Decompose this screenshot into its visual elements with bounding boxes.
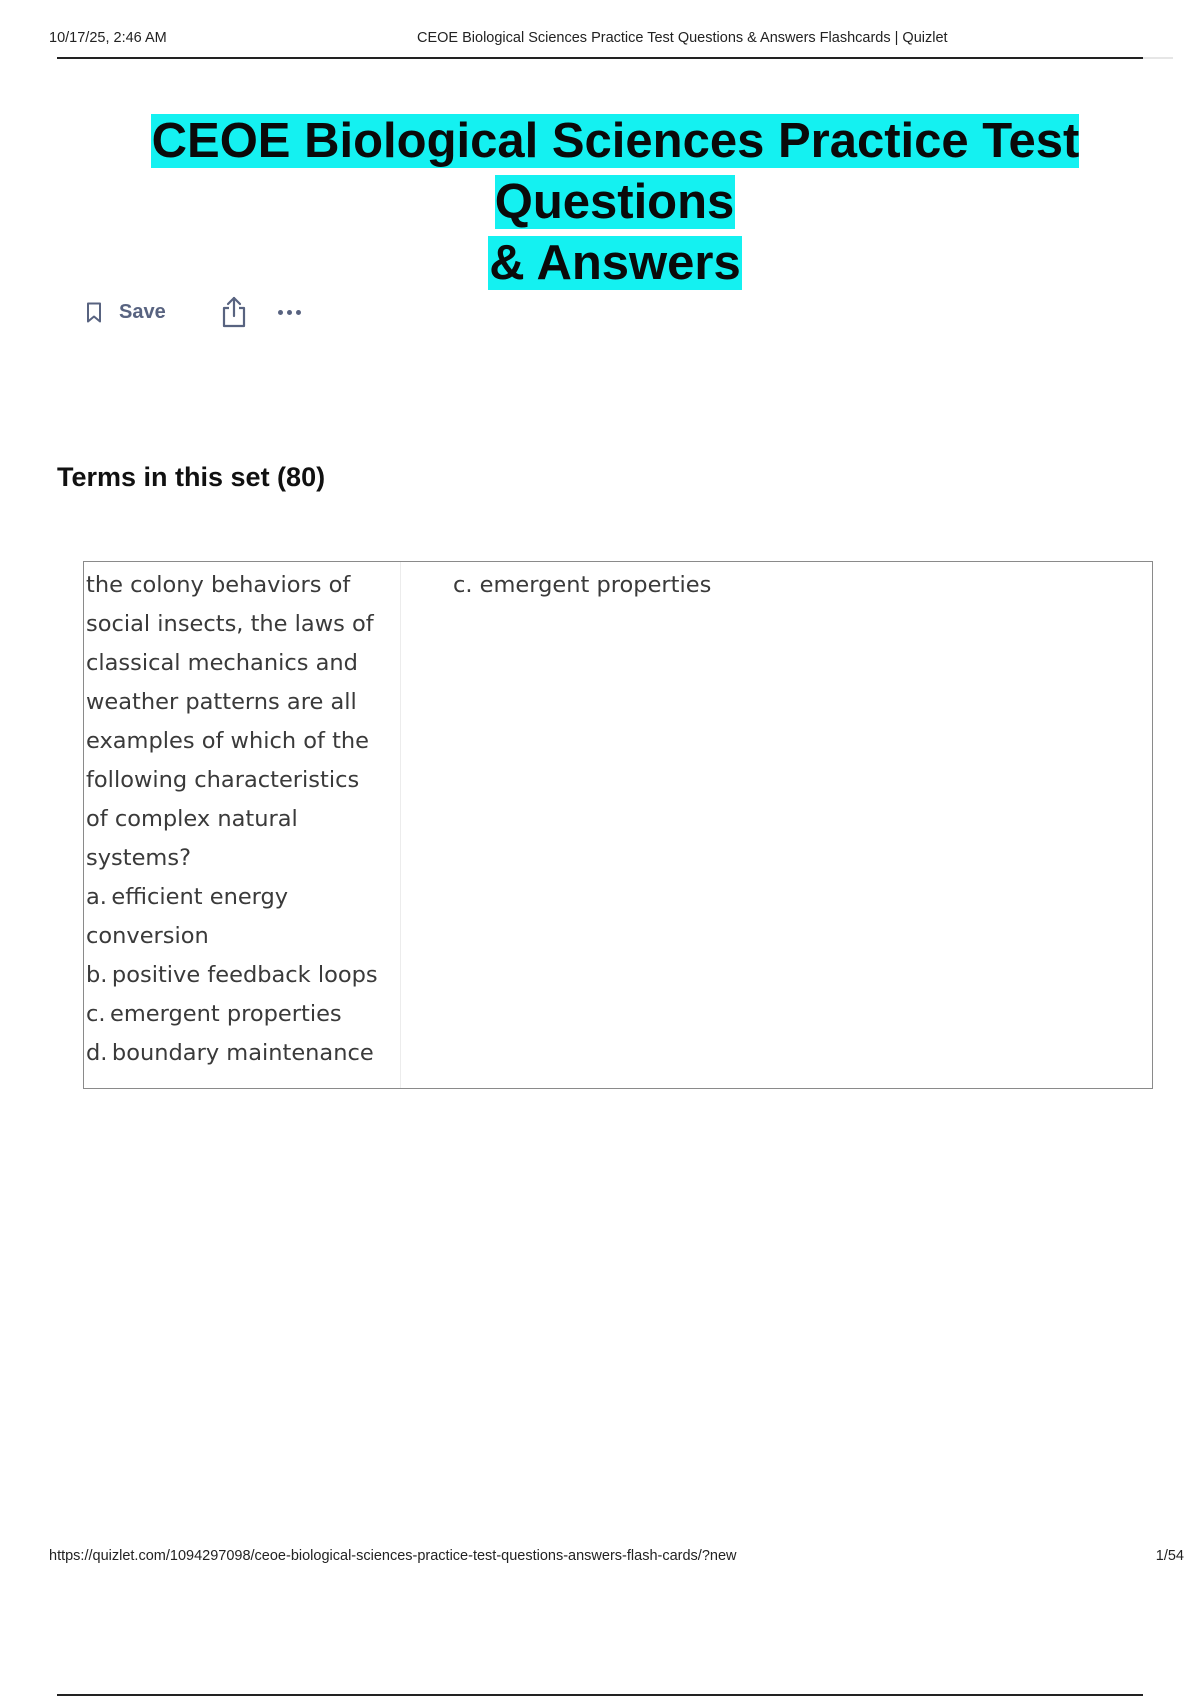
header-divider-tail [1143, 57, 1173, 59]
term-option-c: c. emergent properties [86, 1001, 342, 1027]
footer-divider [57, 1694, 1143, 1696]
term-line: classical mechanics and [86, 650, 358, 676]
set-title [50, 111, 1180, 294]
page-title-line-1: CEOE Biological Sciences Practice Test Questions [151, 114, 1080, 229]
more-options-icon [278, 310, 301, 315]
print-document-title: CEOE Biological Sciences Practice Test Questions & Answers Flashcards | Quizlet [417, 30, 948, 46]
print-header [49, 30, 1139, 54]
page-url: https://quizlet.com/1094297098/ceoe-biological-sciences-practice-test-questions-answers-flash-cards/?new [49, 1548, 737, 1564]
term-line: examples of which of the [86, 728, 370, 754]
header-divider [57, 57, 1143, 59]
page-title-line-2: & Answers [489, 236, 741, 290]
term-line: systems? [86, 845, 192, 871]
set-actions [86, 294, 301, 330]
term-line: weather patterns are all [86, 689, 357, 715]
print-date: 10/17/25, 2:46 AM [49, 30, 167, 46]
term-line: the colony behaviors of [86, 572, 351, 598]
term-option-d: d. boundary maintenance [86, 1040, 374, 1066]
term-line: social insects, the laws of [86, 611, 374, 637]
more-options-button[interactable] [278, 310, 301, 315]
term-line: conversion [86, 923, 209, 949]
save-button[interactable] [86, 301, 166, 324]
term-cell [84, 562, 401, 1088]
terms-heading: Terms in this set (80) [57, 462, 326, 492]
bookmark-icon [86, 302, 102, 323]
share-button[interactable] [220, 296, 248, 328]
term-line: of complex natural [86, 806, 298, 832]
share-icon [220, 296, 248, 328]
term-option-a: a. efficient energy [86, 884, 289, 910]
term-option-b: b. positive feedback loops [86, 962, 378, 988]
terms-table [83, 561, 1153, 1089]
term-text [86, 566, 400, 1073]
page-number: 1/54 [1155, 1548, 1184, 1564]
term-line: following characteristics [86, 767, 360, 793]
definition-cell [453, 566, 711, 605]
save-button-label: Save [119, 300, 166, 323]
page-title [50, 111, 1180, 294]
definition-text: c. emergent properties [453, 572, 712, 598]
